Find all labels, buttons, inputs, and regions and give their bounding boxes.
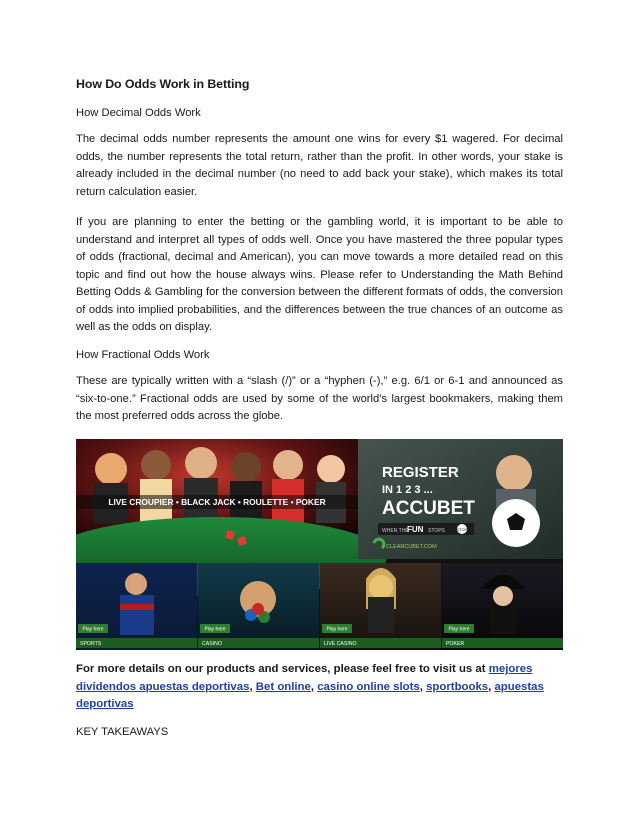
fractional-odds-heading: How Fractional Odds Work [76,349,210,361]
play-here-label: Play here [448,626,470,633]
link-separator: , [310,680,318,693]
fun-suffix: STOPS [428,528,445,534]
register-line2: IN 1 2 3 ... [382,484,433,496]
tile-label: LIVE CASINO [324,641,357,647]
banner-tagline: LIVE CROUPIER • BLACK JACK • ROULETTE • POKER [108,497,326,507]
decimal-odds-paragraph: The decimal odds number represents the amount one wins for every $1 wagered. For decimal odds, the number represents the total return, rather than the profit. In other words, your stake is already included in the decimal number (no need to add back your stake), which makes its total return calculation easier. [76,133,563,198]
player-head [496,455,532,491]
tile-label: POKER [446,641,465,647]
fun-word: FUN [407,525,424,534]
casino-banner-image [76,439,563,650]
link-casino-online-slots[interactable]: casino online slots [317,680,420,693]
tile-label: CASINO [202,641,222,647]
fractional-odds-paragraph: These are typically written with a “slash (/)” or a “hyphen (-),” e.g. 6/1 or 6-1 and announced as “six-to-one.” Fractional odds are used by some of the world’s largest bookmakers, making them the most preferred odds across the globe. [76,375,563,422]
link-separator: , [249,680,256,693]
tile-live-casino [320,563,441,650]
play-here-label: Play here [82,626,104,633]
link-separator: , [419,680,427,693]
play-here-label: Play here [204,626,226,633]
tile-sports [76,563,197,650]
site-url: CLEARCUBET.COM [386,544,437,550]
tile-label: SPORTS [80,641,102,647]
cta-paragraph [76,661,563,714]
intro-paragraph: If you are planning to enter the betting or the gambling world, it is important to be able to understand and interpret all types of odds well. Once you have mastered the three popular types of odds (fractional, decimal and American), you can move towards a more detailed read on this topic and find out how the house always wins. Please refer to Understanding the Math Behind Betting Odds & Gambling for the conversion between the different formats of odds, the conversion of odds into implied probabilities, and the differences between the true chances of an outcome as well as the odds on display. [76,216,563,333]
link-sportbooks[interactable]: sportbooks [426,680,489,693]
decimal-odds-heading: How Decimal Odds Work [76,107,201,119]
tile-casino [198,563,319,650]
page-title: How Do Odds Work in Betting [76,77,250,91]
link-apuestas-deportivas[interactable]: apuestas deportivas [76,680,544,710]
cta-prefix: For more details on our products and services, please feel free to visit us at [76,663,489,675]
link-bet-online[interactable]: Bet online [255,680,311,693]
register-panel [358,439,563,559]
tile-poker [442,563,563,650]
key-takeaways-heading: KEY TAKEAWAYS [76,726,169,738]
link-mejores-dividendos[interactable]: mejores dividendos apuestas deportivas [76,663,533,693]
brand-name: ACCUBET [382,498,475,519]
stop-badge-text: STOP [457,528,467,532]
link-separator: , [488,680,495,693]
fun-prefix: WHEN THE [382,528,409,534]
play-here-label: Play here [326,626,348,633]
register-line1: REGISTER [382,464,459,481]
